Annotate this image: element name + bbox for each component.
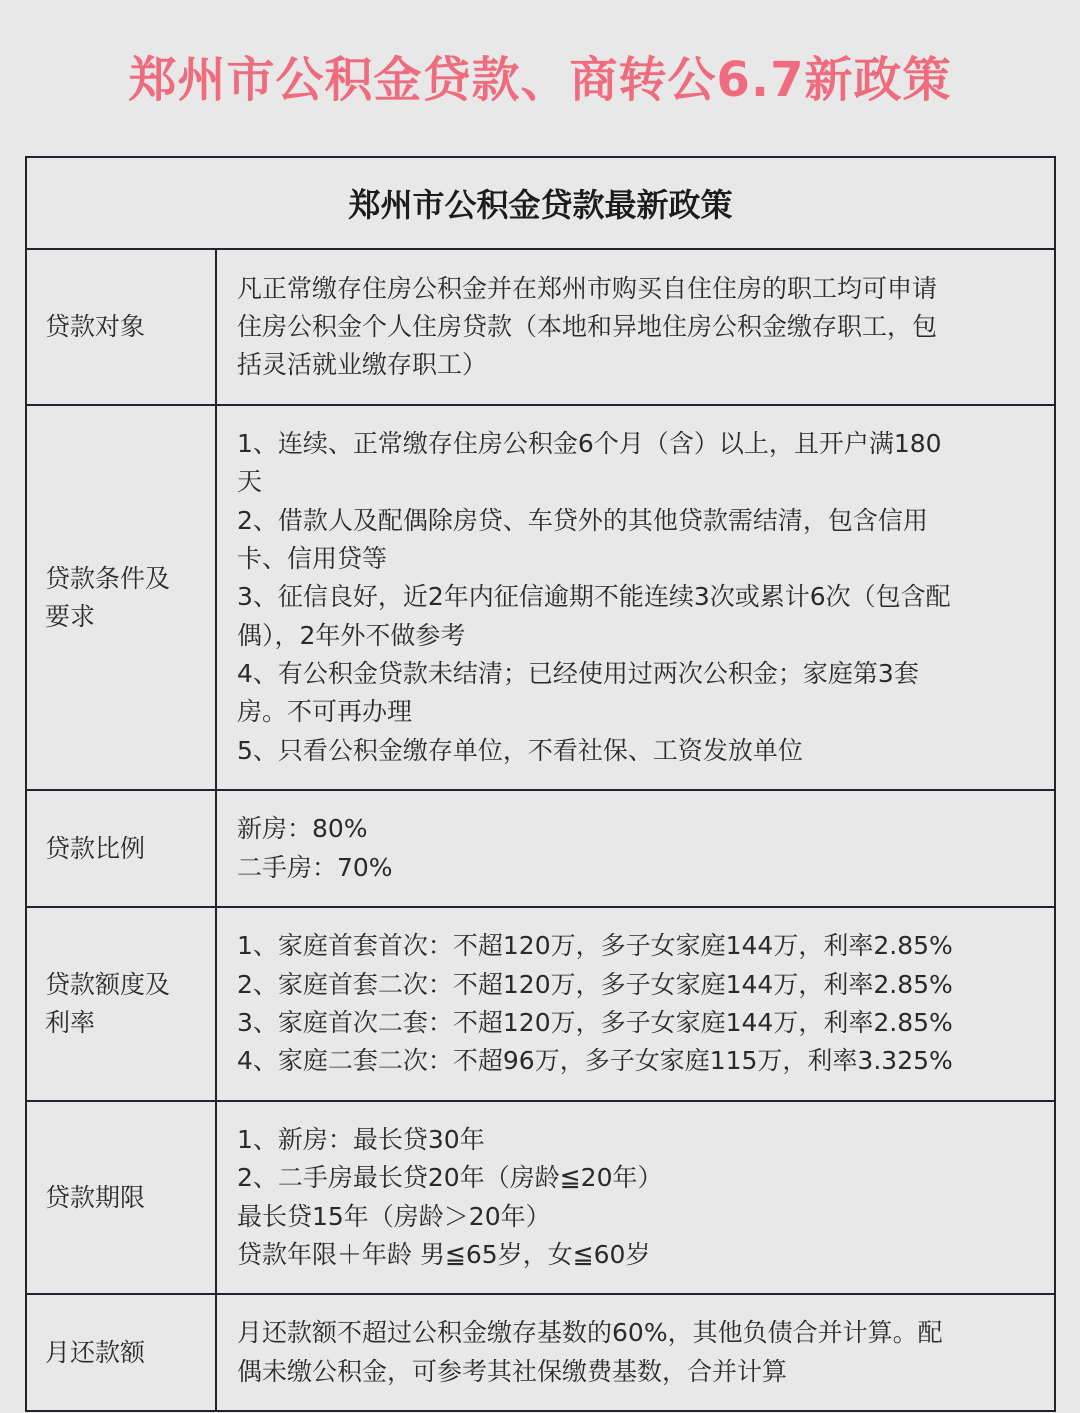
content-line: 2、借款人及配偶除房贷、车贷外的其他贷款需结清，包含信用 — [237, 505, 928, 535]
content-line: 凡正常缴存住房公积金并在郑州市购买自住住房的职工均可申请 — [237, 273, 938, 303]
content-line: 月还款额不超过公积金缴存基数的60%，其他负债合并计算。配 — [237, 1318, 943, 1348]
content-line: 1、新房：最长贷30年 — [237, 1124, 485, 1154]
label-line: 利率 — [45, 1008, 96, 1037]
content-line: 3、征信良好，近2年内征信逾期不能连续3次或累计6次（包含配 — [237, 582, 951, 612]
row-label — [26, 907, 216, 1101]
row-label: 贷款期限 — [26, 1101, 216, 1294]
row-content — [216, 1101, 1055, 1294]
row-content — [216, 907, 1055, 1101]
content-line: 5、只看公积金缴存单位，不看社保、工资发放单位 — [237, 735, 803, 765]
row-label — [26, 405, 216, 790]
table-row-loan-term — [26, 1101, 1055, 1294]
content-line: 新房：80% — [237, 814, 368, 844]
policy-table — [25, 156, 1056, 1412]
row-label: 贷款对象 — [26, 249, 216, 405]
content-line: 2、二手房最长贷20年（房龄≦20年） — [237, 1163, 663, 1193]
table-row-monthly-repayment — [26, 1294, 1055, 1411]
content-line: 4、家庭二套二次：不超96万，多子女家庭115万，利率3.325% — [237, 1046, 953, 1076]
label-line: 要求 — [45, 601, 96, 631]
content-line: 天 — [237, 467, 263, 497]
content-line: 括灵活就业缴存职工） — [237, 350, 488, 380]
row-content — [216, 405, 1055, 790]
table-row-loan-amount-rate — [26, 907, 1055, 1101]
content-line: 贷款年限＋年龄 男≦65岁，女≦60岁 — [237, 1239, 651, 1269]
row-content — [216, 1294, 1055, 1411]
content-line: 卡、信用贷等 — [237, 544, 388, 574]
row-label: 贷款比例 — [26, 790, 216, 907]
row-label: 月还款额 — [26, 1294, 216, 1411]
label-line: 贷款额度及 — [45, 970, 171, 999]
content-line: 1、家庭首套首次：不超120万，多子女家庭144万，利率2.85% — [237, 931, 953, 961]
content-line: 最长贷15年（房龄＞20年） — [237, 1201, 551, 1231]
content-line: 住房公积金个人住房贷款（本地和异地住房公积金缴存职工，包 — [237, 311, 938, 341]
content-line: 1、连续、正常缴存住房公积金6个月（含）以上，且开户满180 — [237, 429, 942, 459]
row-content — [216, 249, 1055, 405]
content-line: 房。不可再办理 — [237, 697, 413, 727]
table-row-loan-target — [26, 249, 1055, 405]
table-header-row — [26, 157, 1055, 249]
content-line: 4、有公积金贷款未结清；已经使用过两次公积金；家庭第3套 — [237, 658, 919, 688]
content-line: 二手房：70% — [237, 852, 393, 882]
content-line: 偶），2年外不做参考 — [237, 620, 466, 650]
page-title: 郑州市公积金贷款、商转公6.7新政策 — [128, 52, 952, 108]
content-line: 3、家庭首次二套：不超120万，多子女家庭144万，利率2.85% — [237, 1008, 953, 1037]
table-header: 郑州市公积金贷款最新政策 — [26, 157, 1055, 249]
content-line: 2、家庭首套二次：不超120万，多子女家庭144万，利率2.85% — [237, 969, 953, 999]
label-line: 贷款条件及 — [45, 563, 171, 593]
content-line: 偶未缴公积金，可参考其社保缴费基数，合并计算 — [237, 1356, 788, 1386]
table-row-loan-conditions — [26, 405, 1055, 790]
row-content — [216, 790, 1055, 907]
table-row-loan-ratio — [26, 790, 1055, 907]
